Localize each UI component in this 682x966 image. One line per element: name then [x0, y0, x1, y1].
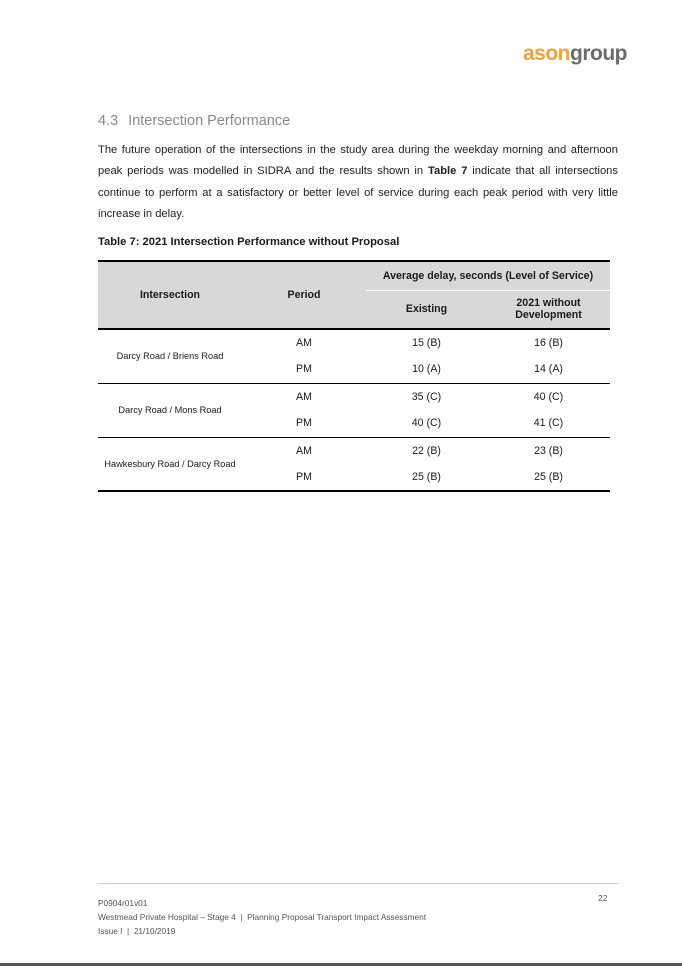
header-intersection: Intersection: [98, 261, 242, 329]
section-number: 4.3: [98, 113, 119, 129]
header-period: Period: [242, 261, 366, 329]
period-cell: PM: [296, 363, 312, 376]
future-cell: 23 (B): [487, 437, 610, 464]
intersection-name: Darcy Road / Briens Road: [98, 329, 242, 383]
existing-cell: 35 (C): [366, 383, 487, 410]
intersection-name: Darcy Road / Mons Road: [98, 383, 242, 437]
existing-cell: 40 (C): [411, 417, 442, 430]
period-cell: AM: [242, 329, 366, 356]
period-cell: AM: [242, 437, 366, 464]
header-dev-line2: Development: [515, 309, 582, 322]
future-cell: 25 (B): [487, 464, 610, 491]
header-existing: Existing: [366, 290, 487, 329]
logo-part-b: group: [570, 42, 627, 65]
future-cell: 16 (B): [487, 329, 610, 356]
header-dev-line1: 2021 without: [516, 297, 581, 310]
future-cell: 41 (C): [533, 417, 564, 430]
period-cell: AM: [242, 383, 366, 410]
period-cell: PM: [296, 417, 312, 430]
table-row: [98, 383, 610, 410]
footer-project-line: Westmead Private Hospital – Stage 4 | Planning Proposal Transport Impact Assessment: [98, 912, 427, 922]
existing-cell: 15 (B): [366, 329, 487, 356]
header-2021-without-development: [487, 290, 610, 329]
table-caption: Table 7: 2021 Intersection Performance without Proposal: [98, 236, 400, 248]
footer-divider: [98, 883, 618, 884]
intro-text-before: The future operation of the intersections in the study area during the weekday morning and afternoon peak periods was modelled in SIDRA and the results shown in: [98, 144, 618, 178]
section-title: Intersection Performance: [128, 113, 291, 129]
header-average-delay: Average delay, seconds (Level of Service): [366, 261, 610, 290]
existing-cell: 25 (B): [366, 464, 487, 491]
intro-text-after: indicate that all intersections continue to perform at a satisfactory or better level of service during each peak period with very little increase in delay.: [98, 165, 618, 220]
footer-text: [98, 896, 426, 938]
footer-doc-ref: P0904r01v01: [98, 898, 148, 908]
future-cell: 40 (C): [487, 383, 610, 410]
future-cell: 14 (A): [534, 363, 563, 376]
section-heading: [98, 113, 290, 129]
intro-paragraph: [98, 140, 618, 225]
intro-table-ref: Table 7: [427, 165, 468, 178]
table-row: [98, 437, 610, 464]
existing-cell: 10 (A): [412, 363, 441, 376]
table-row: [98, 329, 610, 356]
logo-part-a: ason: [523, 42, 571, 65]
footer-issue-line: Issue I | 21/10/2019: [98, 926, 176, 936]
intersection-performance-table: [98, 260, 610, 492]
company-logo: [523, 42, 627, 66]
period-cell: PM: [242, 464, 366, 491]
page-number: 22: [598, 893, 608, 903]
existing-cell: 22 (B): [366, 437, 487, 464]
intersection-name: Hawkesbury Road / Darcy Road: [98, 437, 242, 491]
